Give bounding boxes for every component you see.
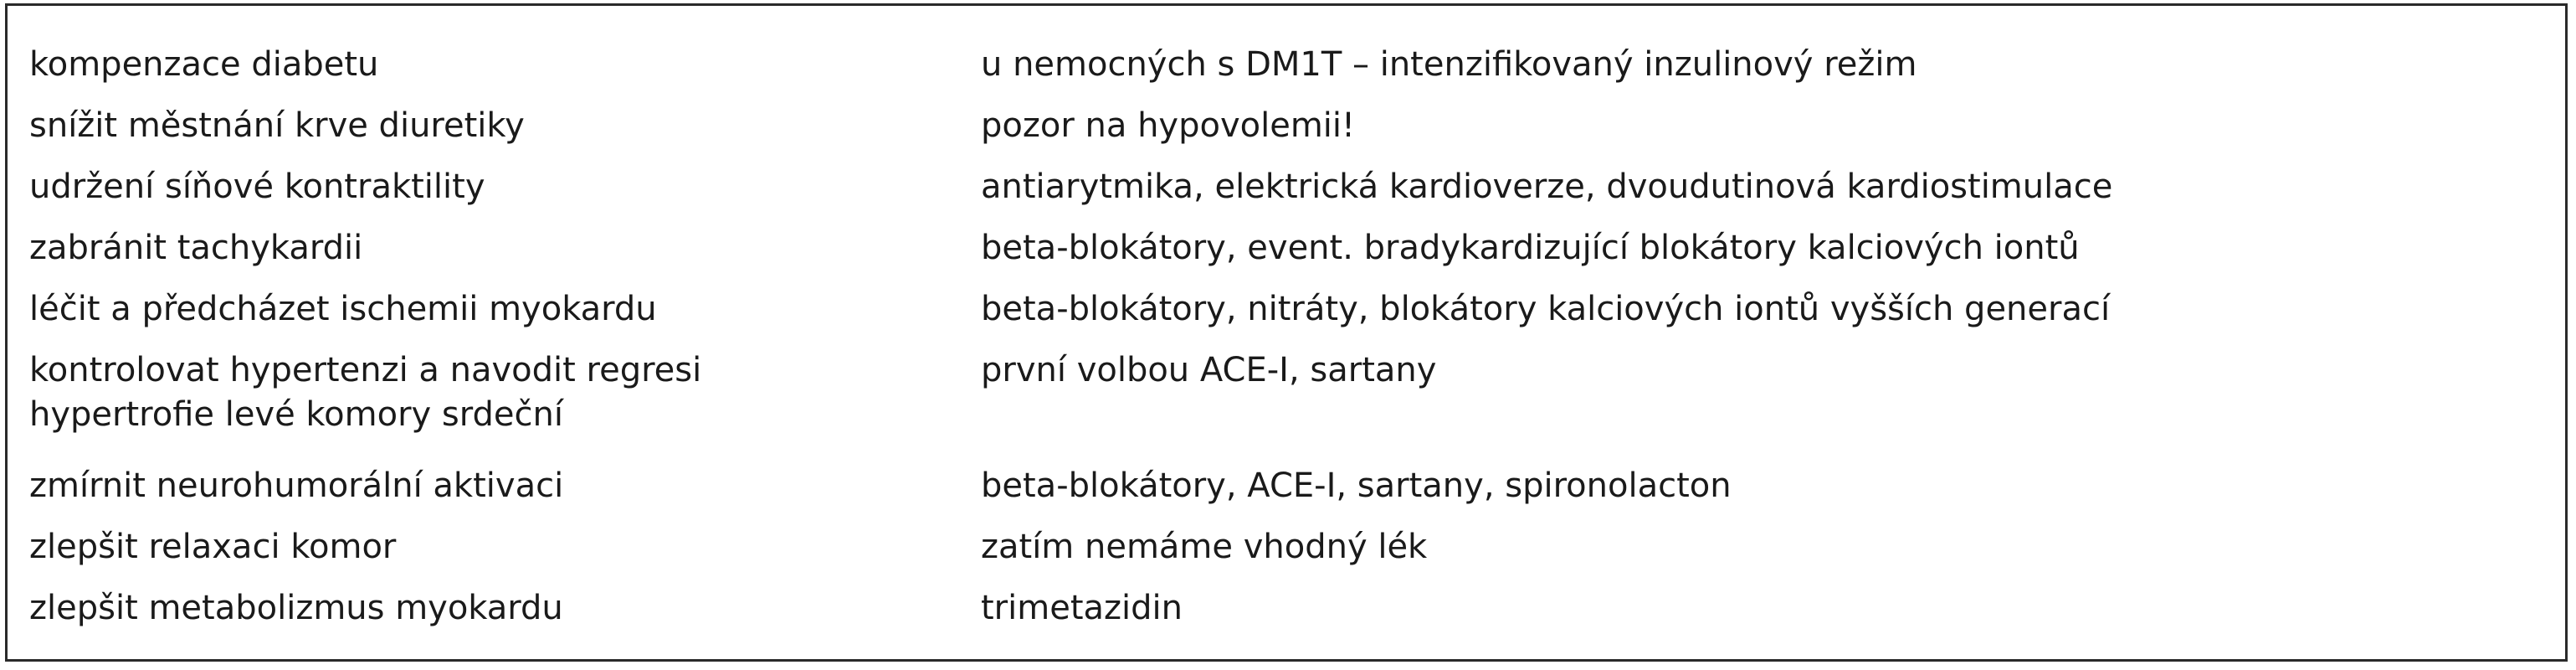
means-cell: zatím nemáme vhodný lék [981,528,1428,566]
goal-cell [29,226,933,271]
goal-cell [29,165,933,209]
goal-cell [29,464,933,508]
goal-cell [29,43,933,87]
goal-cell [29,525,933,570]
goal-text: zlepšit relaxaci komor [29,528,397,566]
goal-cell [29,348,933,437]
goal-text: udržení síňové kontraktility [29,168,485,206]
goal-text: snížit městnání krve diuretiky [29,106,525,145]
treatment-table [5,3,2568,662]
goal-text: hypertrofie levé komory srdeční [29,395,563,434]
means-cell: antiarytmika, elektrická kardioverze, dvoudutinová kardiostimulace [981,168,2113,206]
goal-text: zlepšit metabolizmus myokardu [29,589,563,627]
goal-cell [29,586,933,631]
goal-text: kompenzace diabetu [29,45,379,84]
means-cell: beta-blokátory, ACE-I, sartany, spironolacton [981,466,1732,505]
goal-cell [29,287,933,332]
goal-cell [29,104,933,148]
means-cell: beta-blokátory, nitráty, blokátory kalciových iontů vyšších generací [981,290,2111,328]
means-cell: trimetazidin [981,589,1183,627]
goal-text: zmírnit neurohumorální aktivaci [29,466,564,505]
means-cell: pozor na hypovolemii! [981,106,1356,145]
goal-text: léčit a předcházet ischemii myokardu [29,290,657,328]
goal-text: zabránit tachykardii [29,229,363,267]
means-cell: u nemocných s DM1T – intenzifikovaný inzulinový režim [981,45,1917,84]
means-cell: první volbou ACE-I, sartany [981,351,1437,389]
means-cell: beta-blokátory, event. bradykardizující blokátory kalciových iontů [981,229,2080,267]
goal-text: kontrolovat hypertenzi a navodit regresi [29,351,702,389]
